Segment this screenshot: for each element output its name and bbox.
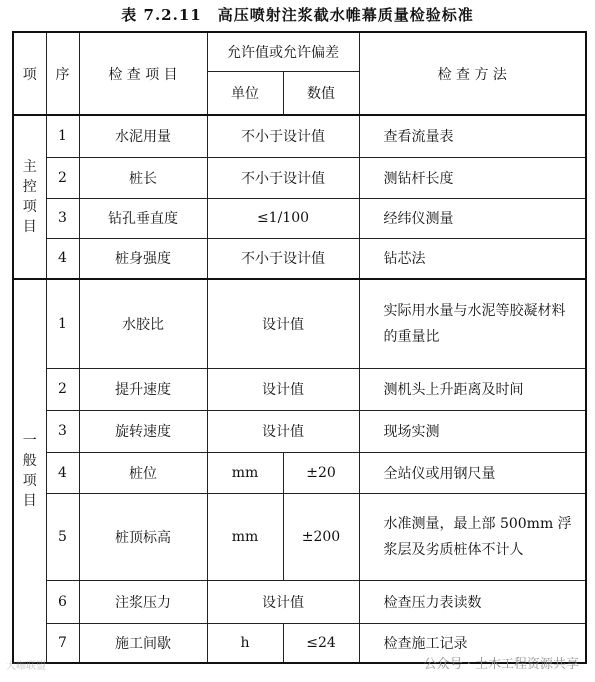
- group-general-label: 一 般 项 目: [13, 279, 46, 663]
- item-cell: 桩长: [79, 157, 207, 198]
- method-cell: 钻芯法: [359, 238, 586, 279]
- method-cell: 现场实测: [359, 410, 586, 452]
- table-row: [13, 279, 586, 368]
- table-row: [13, 580, 586, 623]
- value-cell: ±20: [283, 452, 359, 493]
- header-seq: 序: [46, 32, 79, 115]
- item-cell: 水胶比: [79, 279, 207, 368]
- item-cell: 钻孔垂直度: [79, 198, 207, 238]
- item-cell: 注浆压力: [79, 580, 207, 623]
- method-cell: 检查施工记录: [359, 623, 586, 663]
- table-row: [13, 238, 586, 279]
- allow-cell: 设计值: [207, 279, 359, 368]
- seq-cell: 4: [46, 238, 79, 279]
- unit-cell: h: [207, 623, 283, 663]
- group-main-label: 主 控 项 目: [13, 115, 46, 279]
- watermark: 公众号 · 土木工程资源共享: [423, 657, 579, 672]
- table-row: [13, 157, 586, 198]
- seq-cell: 2: [46, 157, 79, 198]
- table-row: [13, 115, 586, 157]
- method-cell: 检查压力表读数: [359, 580, 586, 623]
- allow-cell: 设计值: [207, 410, 359, 452]
- method-cell: 实际用水量与水泥等胶凝材料的重量比: [359, 279, 586, 368]
- allow-cell: 设计值: [207, 368, 359, 410]
- header-item: 检 查 项 目: [79, 32, 207, 115]
- header-unit: 单位: [207, 71, 283, 115]
- seq-cell: 4: [46, 452, 79, 493]
- item-cell: 水泥用量: [79, 115, 207, 157]
- table-row: [13, 368, 586, 410]
- allow-cell: 设计值: [207, 580, 359, 623]
- table-row: [13, 198, 586, 238]
- header-allow: 允许值或允许偏差: [207, 32, 359, 71]
- table-row: [13, 452, 586, 493]
- header-value: 数值: [283, 71, 359, 115]
- seq-cell: 1: [46, 279, 79, 368]
- method-cell: 测钻杆长度: [359, 157, 586, 198]
- item-cell: 旋转速度: [79, 410, 207, 452]
- method-cell: 全站仪或用钢尺量: [359, 452, 586, 493]
- item-cell: 提升速度: [79, 368, 207, 410]
- allow-cell: 不小于设计值: [207, 238, 359, 279]
- seq-cell: 5: [46, 493, 79, 580]
- allow-cell: 不小于设计值: [207, 157, 359, 198]
- header-group: 项: [13, 32, 46, 115]
- item-cell: 施工间歇: [79, 623, 207, 663]
- allow-cell: ≤1/100: [207, 198, 359, 238]
- method-cell: 经纬仪测量: [359, 198, 586, 238]
- header-row: [13, 32, 586, 71]
- unit-cell: mm: [207, 452, 283, 493]
- table-row: [13, 410, 586, 452]
- table-title: 表 7.2.11 高压喷射注浆截水帷幕质量检验标准: [121, 6, 474, 24]
- allow-cell: 不小于设计值: [207, 115, 359, 157]
- value-cell: ±200: [283, 493, 359, 580]
- seq-cell: 6: [46, 580, 79, 623]
- item-cell: 桩顶标高: [79, 493, 207, 580]
- seq-cell: 2: [46, 368, 79, 410]
- method-cell: 查看流量表: [359, 115, 586, 157]
- method-cell: 测机头上升距离及时间: [359, 368, 586, 410]
- watermark-left: 大咖联盟: [6, 661, 46, 672]
- unit-cell: mm: [207, 493, 283, 580]
- method-cell: 水准测量，最上部 500mm 浮浆层及劣质桩体不计人: [359, 493, 586, 580]
- seq-cell: 3: [46, 410, 79, 452]
- seq-cell: 1: [46, 115, 79, 157]
- item-cell: 桩位: [79, 452, 207, 493]
- header-method: 检 查 方 法: [359, 32, 586, 115]
- item-cell: 桩身强度: [79, 238, 207, 279]
- value-cell: ≤24: [283, 623, 359, 663]
- table-row: [13, 493, 586, 580]
- seq-cell: 3: [46, 198, 79, 238]
- quality-inspection-table: [12, 31, 587, 664]
- seq-cell: 7: [46, 623, 79, 663]
